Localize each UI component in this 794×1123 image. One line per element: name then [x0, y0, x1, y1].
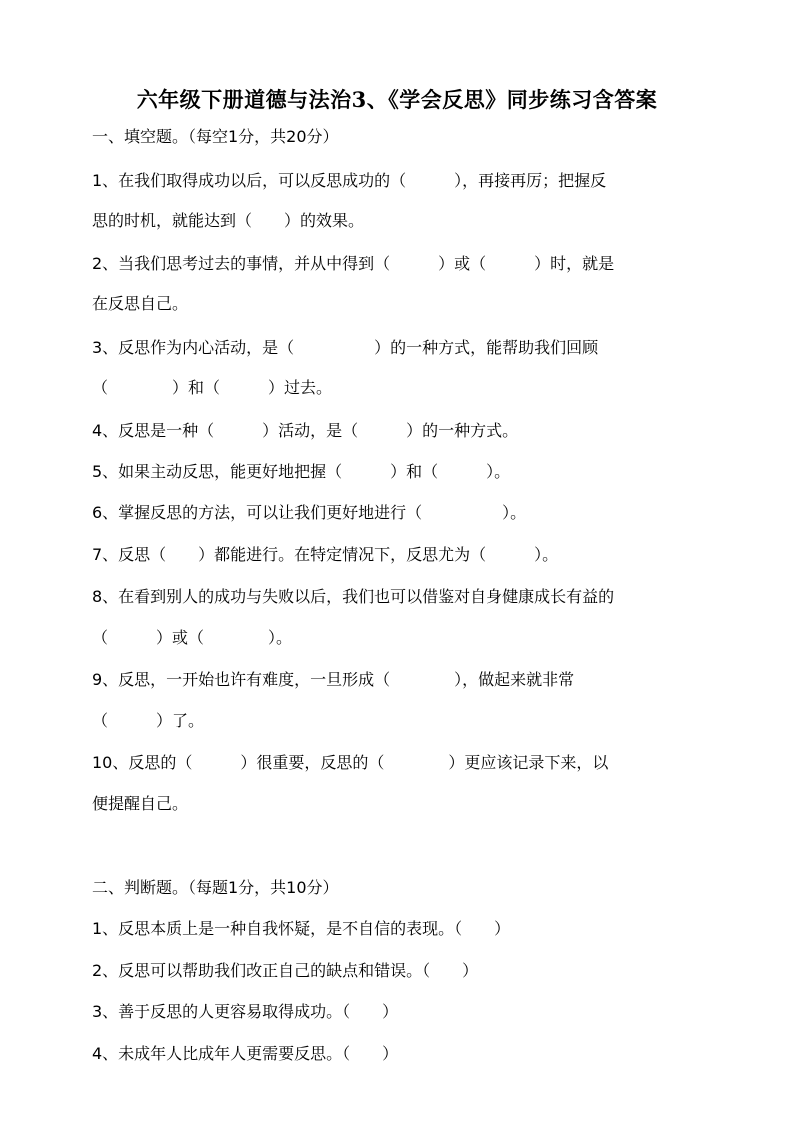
judge-question-4: 4、未成年人比成年人更需要反思。（ ） [92, 1044, 399, 1063]
fill-question-5: 5、如果主动反思，能更好地把握（ ）和（ ）。 [92, 462, 511, 481]
fill-question-10-line2: 便提醒自己。 [92, 794, 189, 813]
fill-question-4: 4、反思是一种（ ）活动，是（ ）的一种方式。 [92, 421, 519, 440]
fill-question-2-line1: 2、当我们思考过去的事情，并从中得到（ ）或（ ）时，就是 [92, 254, 615, 273]
fill-question-1-line1: 1、在我们取得成功以后，可以反思成功的（ ），再接再厉；把握反 [92, 171, 607, 190]
fill-question-8-line2: （ ）或（ ）。 [92, 628, 293, 647]
fill-question-8-line1: 8、在看到别人的成功与失败以后，我们也可以借鉴对自身健康成长有益的 [92, 587, 615, 606]
judge-question-1: 1、反思本质上是一种自我怀疑，是不自信的表现。（ ） [92, 919, 511, 938]
fill-question-7: 7、反思（ ）都能进行。在特定情况下，反思尤为（ ）。 [92, 545, 559, 564]
fill-question-1-line2: 思的时机，就能达到（ ）的效果。 [92, 211, 365, 230]
judge-question-3: 3、善于反思的人更容易取得成功。（ ） [92, 1002, 399, 1021]
document-title: 六年级下册道德与法治3、《学会反思》同步练习含答案 [136, 87, 658, 112]
section2-heading: 二、判断题。（每题1分，共10分） [92, 878, 339, 897]
judge-question-2: 2、反思可以帮助我们改正自己的缺点和错误。（ ） [92, 961, 479, 980]
fill-question-6: 6、掌握反思的方法，可以让我们更好地进行（ ）。 [92, 503, 527, 522]
fill-question-10-line1: 10、反思的（ ）很重要，反思的（ ）更应该记录下来，以 [92, 753, 609, 772]
fill-question-3-line2: （ ）和（ ）过去。 [92, 378, 333, 397]
section1-heading: 一、填空题。（每空1分，共20分） [92, 127, 339, 146]
fill-question-9-line2: （ ）了。 [92, 711, 205, 730]
fill-question-2-line2: 在反思自己。 [92, 294, 189, 313]
fill-question-9-line1: 9、反思，一开始也许有难度，一旦形成（ ），做起来就非常 [92, 670, 575, 689]
fill-question-3-line1: 3、反思作为内心活动，是（ ）的一种方式，能帮助我们回顾 [92, 338, 599, 357]
